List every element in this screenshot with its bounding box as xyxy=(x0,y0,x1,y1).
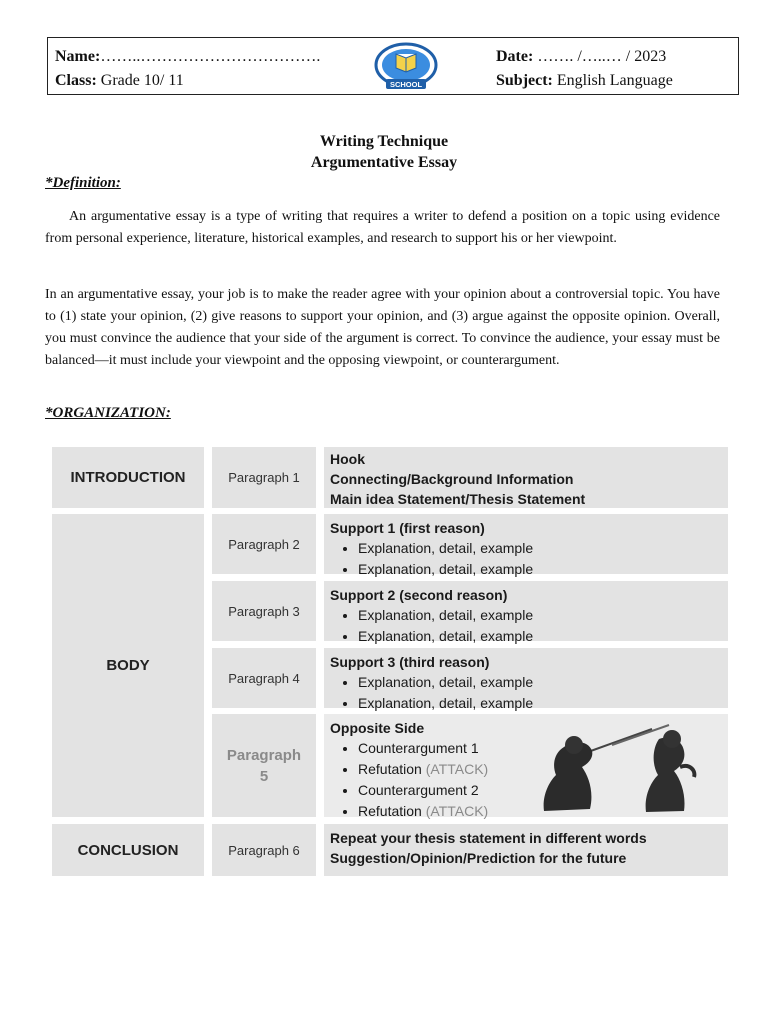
paragraph-6-cell: Paragraph 6 xyxy=(212,824,316,876)
introduction-content-cell xyxy=(324,447,728,508)
worksheet-title: Writing Technique xyxy=(319,133,449,150)
definition-paragraph-1: An argumentative essay is a type of writing that requires a writer to defend a position on a topic using evidence from personal experience, literature, historical examples, and research to support his or her viewpoint. xyxy=(45,209,720,246)
list-item: • Explanation, detail, example xyxy=(358,693,722,714)
list-item: • Explanation, detail, example xyxy=(358,672,722,693)
paragraph-3-cell: Paragraph 3 xyxy=(212,581,316,641)
definition-label: *Definition: xyxy=(45,175,121,191)
conclusion-suggestion: Suggestion/Opinion/Prediction for the future xyxy=(330,850,627,866)
list-item: • Explanation, detail, example xyxy=(358,559,722,580)
list-item: • Refutation (ATTACK) xyxy=(358,801,722,822)
conclusion-section-cell xyxy=(52,824,204,876)
support-3-heading: Support 3 (third reason) xyxy=(330,654,490,670)
paragraph-2-cell: Paragraph 2 xyxy=(212,514,316,574)
introduction-label: INTRODUCTION xyxy=(70,469,186,486)
support-3-cell xyxy=(324,648,728,711)
date-field: Date: ……. /…..… / 2023 xyxy=(496,48,667,65)
support-1-heading: Support 1 (first reason) xyxy=(330,520,485,536)
list-item: • Counterargument 2 xyxy=(358,780,722,801)
paragraph-1-cell: Paragraph 1 xyxy=(212,447,316,508)
definition-paragraph-2: In an argumentative essay, your job is to make the reader agree with your opinion about a controversial topic. You have to (1) state your opinion, (2) give reasons to support your opinion, and (3) argue against the opposite opinion. Overall, you must convince the audience that your side of the argument is correct. To convince the audience, your essay must be balanced—it must include your viewpoint and the opposing viewpoint, or counterargument. xyxy=(45,287,720,368)
list-item: • Explanation, detail, example xyxy=(358,626,722,647)
list-item: • Refutation (ATTACK) xyxy=(358,759,722,780)
subject-field: Subject: English Language xyxy=(496,72,673,89)
body-label: BODY xyxy=(106,657,150,674)
list-item: • Explanation, detail, example xyxy=(358,605,722,626)
conclusion-content-cell xyxy=(324,824,728,876)
kendo-fighters-illustration xyxy=(534,717,709,817)
conclusion-restate: Repeat your thesis statement in different words xyxy=(330,830,647,846)
organization-table xyxy=(52,447,728,877)
name-field: Name:……..……………………………. xyxy=(55,48,321,65)
class-field: Class: Grade 10/ 11 xyxy=(55,72,184,89)
organization-label: *ORGANIZATION: xyxy=(45,405,171,421)
opposite-side-heading: Opposite Side xyxy=(330,720,425,736)
school-logo xyxy=(372,42,440,92)
conclusion-label: CONCLUSION xyxy=(77,841,179,859)
intro-hook: Hook xyxy=(330,451,365,467)
paragraph-5-cell: Paragraph 5 xyxy=(212,714,316,817)
intro-thesis: Main idea Statement/Thesis Statement xyxy=(330,491,586,507)
body-section-cell xyxy=(52,514,204,817)
svg-text:SCHOOL: SCHOOL xyxy=(389,80,423,89)
attack-note: (ATTACK) xyxy=(425,803,489,819)
paragraph-4-cell: Paragraph 4 xyxy=(212,648,316,708)
list-item: • Counterargument 1 xyxy=(358,738,722,759)
support-2-cell xyxy=(324,581,728,644)
worksheet-subtitle: Argumentative Essay xyxy=(310,154,458,171)
attack-note: (ATTACK) xyxy=(425,761,489,777)
introduction-section-cell xyxy=(52,447,204,508)
intro-background: Connecting/Background Information xyxy=(330,471,574,487)
support-2-heading: Support 2 (second reason) xyxy=(330,587,508,603)
support-1-cell xyxy=(324,514,728,577)
list-item: • Explanation, detail, example xyxy=(358,538,722,559)
